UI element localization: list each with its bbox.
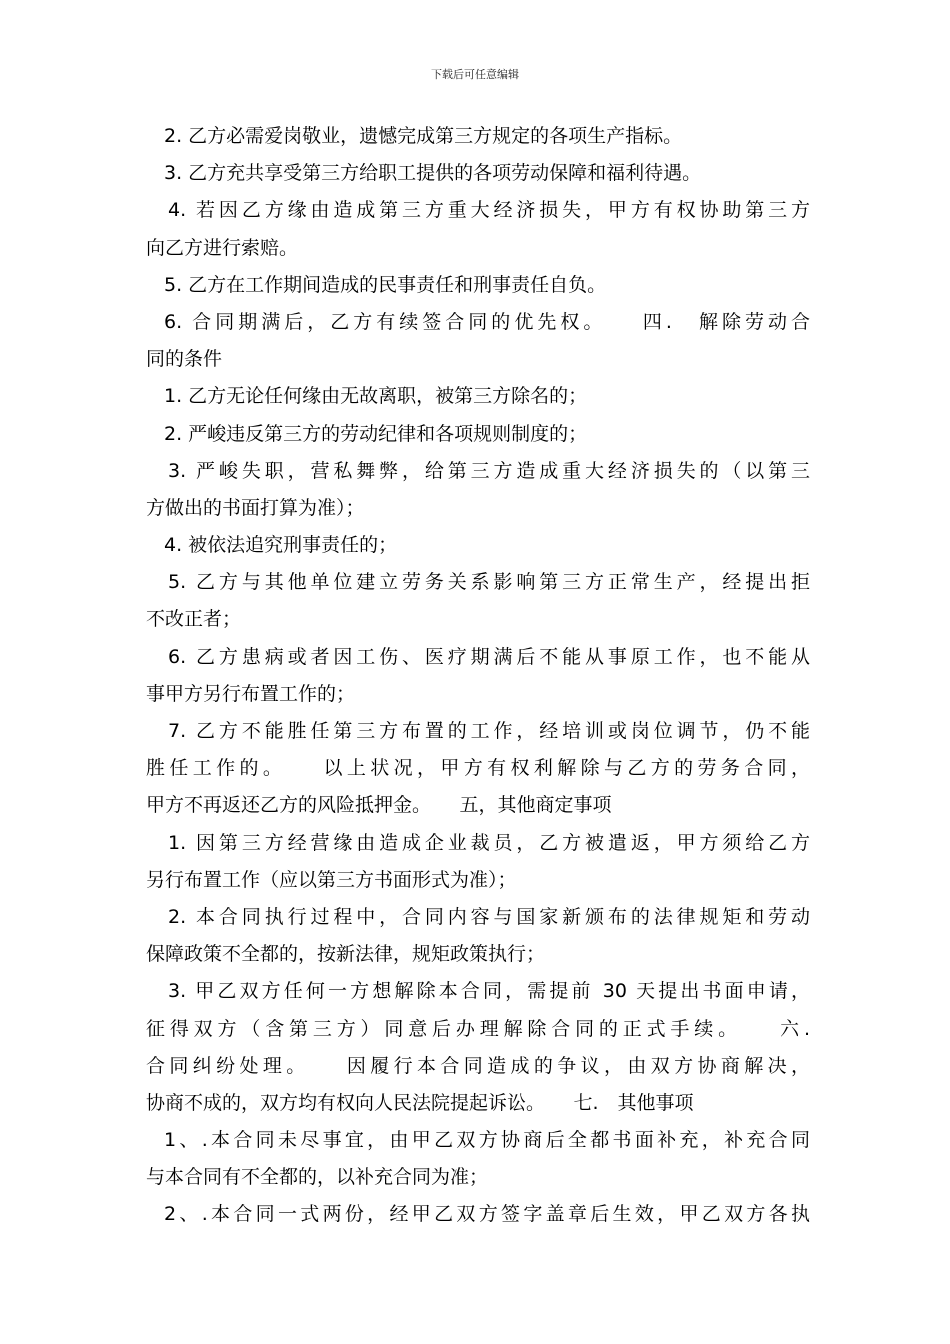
text-line: 3. 严峻失职，营私舞弊，给第三方造成重大经济损失的（以第三 [168, 459, 810, 482]
text-line: 不改正者； [146, 608, 242, 631]
text-line: 征得双方（含第三方）同意后办理解除合同的正式手续。 六. [146, 1017, 810, 1040]
text-line: 甲方不再返还乙方的风险抵押金。 五，其他商定事项 [146, 794, 612, 817]
text-line: 事甲方另行布置工作的； [146, 682, 356, 705]
text-line: 同的条件 [146, 348, 223, 371]
text-line: 1、.本合同未尽事宜，由甲乙双方协商后全都书面补充，补充合同 [164, 1129, 810, 1152]
text-line: 3. 乙方充共享受第三方给职工提供的各项劳动保障和福利待遇。 [164, 162, 702, 185]
text-line: 7. 乙方不能胜任第三方布置的工作，经培训或岗位调节，仍不能 [168, 720, 810, 742]
document-body [146, 118, 810, 1234]
page-header: 下载后可任意编辑 [431, 68, 519, 81]
text-line: 胜任工作的。 以上状况，甲方有权利解除与乙方的劳务合同， [146, 757, 810, 780]
text-line: 5. 乙方在工作期间造成的民事责任和刑事责任自负。 [164, 273, 607, 296]
text-line: 4. 被依法追究刑事责任的； [164, 534, 398, 557]
text-line: 1. 因第三方经营缘由造成企业裁员，乙方被遣返，甲方须给乙方 [168, 831, 810, 854]
text-line: 4. 若因乙方缘由造成第三方重大经济损失，甲方有权协助第三方 [168, 199, 810, 222]
text-line: 6. 乙方患病或者因工伤、医疗期满后不能从事原工作，也不能从 [168, 645, 810, 668]
text-line: 2. 本合同执行过程中，合同内容与国家新颁布的法律规矩和劳动 [168, 905, 810, 928]
text-line: 保障政策不全都的，按新法律，规矩政策执行； [146, 943, 546, 966]
text-line: 6. 合同期满后，乙方有续签合同的优先权。 四. 解除劳动合 [164, 310, 810, 333]
text-line: 方做出的书面打算为准）； [146, 496, 365, 519]
text-line: 3. 甲乙双方任何一方想解除本合同，需提前 30 天提出书面申请， [168, 980, 810, 1003]
text-line: 2、.本合同一式两份，经甲乙双方签字盖章后生效，甲乙双方各执 [164, 1203, 810, 1226]
text-line: 向乙方进行索赔。 [146, 236, 299, 259]
text-line: 5. 乙方与其他单位建立劳务关系影响第三方正常生产，经提出拒 [168, 571, 810, 594]
text-line: 2. 严峻违反第三方的劳动纪律和各项规则制度的； [164, 422, 588, 445]
text-line: 合同纠纷处理。 因履行本合同造成的争议，由双方协商解决， [146, 1054, 810, 1077]
text-line: 1. 乙方无论任何缘由无故离职，被第三方除名的； [164, 385, 588, 408]
text-line: 协商不成的，双方均有权向人民法院提起诉讼。 七. 其他事项 [146, 1091, 694, 1114]
text-line: 另行布置工作（应以第三方书面形式为准）； [146, 868, 517, 891]
text-line: 2. 乙方必需爱岗敬业，遗憾完成第三方规定的各项生产指标。 [164, 125, 683, 147]
text-line: 与本合同有不全都的，以补充合同为准； [146, 1166, 489, 1189]
